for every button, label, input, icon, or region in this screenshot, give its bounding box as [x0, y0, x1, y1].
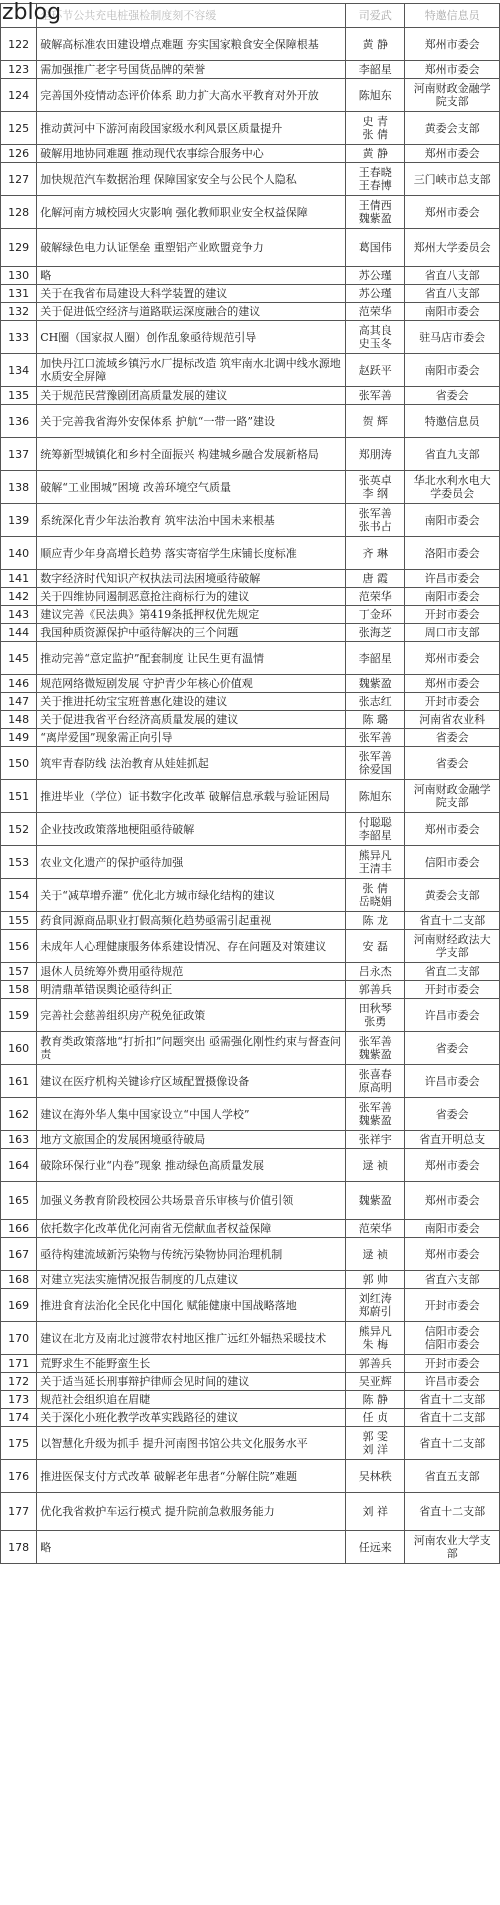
row-unit-cell: 南阳市委会 [405, 504, 500, 537]
row-number-cell: 170 [1, 1322, 37, 1355]
row-person-cell: 任 贞 [346, 1409, 405, 1427]
row-unit-cell: 周口市支部 [405, 624, 500, 642]
row-title-cell: “离岸爱国”现象需正向引导 [37, 729, 346, 747]
row-unit-cell: 省直十二支部 [405, 1493, 500, 1531]
row-unit-cell: 郑州市委会 [405, 1149, 500, 1182]
row-number-cell: 144 [1, 624, 37, 642]
row-title-cell: 略 [37, 1531, 346, 1564]
row-person-cell: 李韶星 [346, 61, 405, 79]
row-title-cell: CH圈（国家叔人圈）创作乱象亟待规范引导 [37, 321, 346, 354]
row-title-cell: 统筹新型城镇化和乡村全面振兴 构建城乡融合发展新格局 [37, 438, 346, 471]
row-unit-cell: 河南省农业科 [405, 711, 500, 729]
row-number-cell: 140 [1, 537, 37, 570]
row-number-cell: 150 [1, 747, 37, 780]
row-title-cell: 规范网络微短剧发展 守护青少年核心价值观 [37, 675, 346, 693]
row-unit-cell: 黄委会支部 [405, 112, 500, 145]
row-unit-cell: 华北水利水电大学委员会 [405, 471, 500, 504]
row-title-cell: 破解高标准农田建设增点难题 夯实国家粮食安全保障根基 [37, 28, 346, 61]
row-person-cell: 范荣华 [346, 588, 405, 606]
row-number-cell: 125 [1, 112, 37, 145]
table-row [1, 196, 500, 229]
row-person-cell: 陈 静 [346, 1391, 405, 1409]
row-number-cell: 142 [1, 588, 37, 606]
row-title-cell: 对建立宪法实施情况报告制度的几点建议 [37, 1271, 346, 1289]
table-row [1, 693, 500, 711]
row-title-cell: 未成年人心理健康服务体系建设情况、存在问题及对策建议 [37, 930, 346, 963]
table-row [1, 846, 500, 879]
table-row [1, 79, 500, 112]
row-person-cell: 张军善 [346, 729, 405, 747]
table-row [1, 1065, 500, 1098]
table-row [1, 112, 500, 145]
row-unit-cell: 省直十二支部 [405, 1409, 500, 1427]
row-title-cell: 完善国外疫情动态评价体系 助力扩大高水平教育对外开放 [37, 79, 346, 112]
row-unit-cell: 开封市委会 [405, 606, 500, 624]
table-row [1, 1289, 500, 1322]
row-unit-cell: 省直十二支部 [405, 912, 500, 930]
table-row [1, 642, 500, 675]
row-unit-cell: 许昌市委会 [405, 999, 500, 1032]
row-unit-cell: 黄委会支部 [405, 879, 500, 912]
row-title-cell: 明清鼎革错误舆论亟待纠正 [37, 981, 346, 999]
row-person-cell: 黄 静 [346, 145, 405, 163]
table-row [1, 1460, 500, 1493]
table-row [1, 1373, 500, 1391]
table-row [1, 267, 500, 285]
row-title-cell: 关于在我省布局建设大科学装置的建议 [37, 285, 346, 303]
row-number-cell: 156 [1, 930, 37, 963]
table-row [1, 570, 500, 588]
table-row [1, 930, 500, 963]
row-number-cell: 158 [1, 981, 37, 999]
table-row [1, 1149, 500, 1182]
row-number-cell: 157 [1, 963, 37, 981]
table-row [1, 163, 500, 196]
row-unit-cell: 许昌市委会 [405, 1373, 500, 1391]
row-title-cell: 建议在医疗机构关键诊疗区域配置摄像设备 [37, 1065, 346, 1098]
row-unit-cell: 南阳市委会 [405, 588, 500, 606]
row-number-cell: 175 [1, 1427, 37, 1460]
row-unit-cell: 开封市委会 [405, 1355, 500, 1373]
row-unit-cell: 省直十二支部 [405, 1391, 500, 1409]
row-number-cell: 139 [1, 504, 37, 537]
table-row [1, 981, 500, 999]
row-title-cell: 推动完善“意定监护”配套制度 让民生更有温情 [37, 642, 346, 675]
row-person-cell: 张志红 [346, 693, 405, 711]
row-person-cell: 史 青 张 倩 [346, 112, 405, 145]
row-title-cell: 破解用地协同难题 推动现代农事综合服务中心 [37, 145, 346, 163]
row-person-cell: 刘 祥 [346, 1493, 405, 1531]
row-title-cell: 加快规范汽车数据治理 保障国家安全与公民个人隐私 [37, 163, 346, 196]
row-number-cell: 172 [1, 1373, 37, 1391]
row-unit-cell: 南阳市委会 [405, 303, 500, 321]
row-title-cell: 破除环保行业“内卷”现象 推动绿色高质量发展 [37, 1149, 346, 1182]
row-number-cell: 152 [1, 813, 37, 846]
row-number-cell: 164 [1, 1149, 37, 1182]
row-number-cell: 165 [1, 1182, 37, 1220]
row-person-cell: 赵跃平 [346, 354, 405, 387]
row-number-cell: 153 [1, 846, 37, 879]
row-title-cell: 关于推进托幼宝宝班普惠化建设的建议 [37, 693, 346, 711]
row-number-cell: 136 [1, 405, 37, 438]
row-title-cell: 关于规范民营豫剧团高质量发展的建议 [37, 387, 346, 405]
row-person-cell: 高其良 史玉冬 [346, 321, 405, 354]
row-number-cell: 131 [1, 285, 37, 303]
row-unit-cell: 郑州大学委员会 [405, 229, 500, 267]
row-person-cell: 张英卓 李 纲 [346, 471, 405, 504]
table-row [1, 303, 500, 321]
table-row [1, 999, 500, 1032]
row-number-cell: 160 [1, 1032, 37, 1065]
table-row [1, 28, 500, 61]
table-row [1, 963, 500, 981]
row-person-cell: 熊异凡 朱 梅 [346, 1322, 405, 1355]
row-number-cell: 169 [1, 1289, 37, 1322]
table-row [1, 675, 500, 693]
row-person-cell: 唐 霞 [346, 570, 405, 588]
row-number-cell: 168 [1, 1271, 37, 1289]
row-unit-cell: 郑州市委会 [405, 145, 500, 163]
row-title-cell: 推进食育法治化全民化中国化 赋能健康中国战略落地 [37, 1289, 346, 1322]
row-unit-cell: 省委会 [405, 729, 500, 747]
row-number-cell: 167 [1, 1238, 37, 1271]
row-number-cell: 178 [1, 1531, 37, 1564]
table-row [1, 1355, 500, 1373]
row-number-cell: 174 [1, 1409, 37, 1427]
table-row [1, 471, 500, 504]
row-title-cell: 化解河南方城校园火灾影响 强化教师职业安全权益保障 [37, 196, 346, 229]
table-row [1, 61, 500, 79]
row-number-cell: 162 [1, 1098, 37, 1131]
row-person-cell: 逯 祯 [346, 1149, 405, 1182]
row-unit-cell: 河南财政金融学院支部 [405, 780, 500, 813]
row-number-cell: 173 [1, 1391, 37, 1409]
row-unit-cell: 三门峡市总支部 [405, 163, 500, 196]
table-row [1, 405, 500, 438]
row-number-cell: 166 [1, 1220, 37, 1238]
row-unit-cell: 省委会 [405, 1098, 500, 1131]
row-number-cell: 141 [1, 570, 37, 588]
table-row [1, 711, 500, 729]
row-person-cell: 郭 帅 [346, 1271, 405, 1289]
row-person-cell: 王春晓 王春博 [346, 163, 405, 196]
table-row [1, 624, 500, 642]
row-number-cell: 128 [1, 196, 37, 229]
row-title-cell: 荒野求生不能野蛮生长 [37, 1355, 346, 1373]
row-person-cell: 张军善 [346, 387, 405, 405]
row-number-cell: 130 [1, 267, 37, 285]
row-number-cell: 147 [1, 693, 37, 711]
row-title-cell: 建议完善《民法典》第419条抵押权优先规定 [37, 606, 346, 624]
row-number-cell: 134 [1, 354, 37, 387]
row-title-cell: 建议在海外华人集中国家设立“中国人学校” [37, 1098, 346, 1131]
row-person-cell: 葛国伟 [346, 229, 405, 267]
table-row [1, 1238, 500, 1271]
row-person-cell: 陈 龙 [346, 912, 405, 930]
row-title-cell: 破解“工业围城”困境 改善环境空气质量 [37, 471, 346, 504]
table-row [1, 1493, 500, 1531]
row-number-cell: 149 [1, 729, 37, 747]
row-unit-cell: 郑州市委会 [405, 1182, 500, 1220]
row-title-cell: 以智慧化升级为抓手 提升河南图书馆公共文化服务水平 [37, 1427, 346, 1460]
row-title-cell: 关于“减草增乔灌” 优化北方城市绿化结构的建议 [37, 879, 346, 912]
row-unit-cell: 信阳市委会 [405, 846, 500, 879]
watermark-logo: zblog [2, 0, 62, 25]
row-title-cell: 亟待构建流域新污染物与传统污染物协同治理机制 [37, 1238, 346, 1271]
table-row [1, 606, 500, 624]
row-person-cell: 田秋琴 张勇 [346, 999, 405, 1032]
row-unit-cell: 省直八支部 [405, 285, 500, 303]
row-number-cell: 161 [1, 1065, 37, 1098]
row-number-cell: 133 [1, 321, 37, 354]
table-row [1, 747, 500, 780]
row-title-cell: 顺应青少年身高增长趋势 落实寄宿学生床铺长度标准 [37, 537, 346, 570]
row-title-cell: 依托数字化改革优化河南省无偿献血者权益保障 [37, 1220, 346, 1238]
row-person-cell: 范荣华 [346, 1220, 405, 1238]
table-row [1, 1531, 500, 1564]
row-unit-cell: 河南财经政法大学支部 [405, 930, 500, 963]
row-unit-cell: 开封市委会 [405, 1289, 500, 1322]
row-unit-cell: 特邀信息员 [405, 405, 500, 438]
row-title-cell: 推进毕业（学位）证书数字化改革 破解信息承载与验证困局 [37, 780, 346, 813]
row-person-cell: 郑朋涛 [346, 438, 405, 471]
table-header-row [1, 4, 500, 28]
row-unit-cell: 郑州市委会 [405, 813, 500, 846]
row-unit-cell: 郑州市委会 [405, 675, 500, 693]
row-person-cell: 张海芝 [346, 624, 405, 642]
row-unit-cell: 郑州市委会 [405, 1238, 500, 1271]
row-person-cell: 范荣华 [346, 303, 405, 321]
row-title-cell: 推动黄河中下游河南段国家级水利风景区质量提升 [37, 112, 346, 145]
row-number-cell: 137 [1, 438, 37, 471]
row-unit-cell: 许昌市委会 [405, 570, 500, 588]
row-title-cell: 优化我省救护车运行模式 提升院前急救服务能力 [37, 1493, 346, 1531]
row-person-cell: 安 磊 [346, 930, 405, 963]
proposals-table [0, 3, 500, 1564]
table-row [1, 1322, 500, 1355]
row-title-cell: 关于深化小班化教学改革实践路径的建议 [37, 1409, 346, 1427]
table-row [1, 285, 500, 303]
row-person-cell: 张祥宇 [346, 1131, 405, 1149]
table-row [1, 354, 500, 387]
row-title-cell: 关于完善我省海外安保体系 护航“一带一路”建设 [37, 405, 346, 438]
row-title-cell: 建议在北方及南北过渡带农村地区推广远红外辐热采暖技术 [37, 1322, 346, 1355]
row-unit-cell: 省直五支部 [405, 1460, 500, 1493]
row-unit-cell: 省直九支部 [405, 438, 500, 471]
row-number-cell: 154 [1, 879, 37, 912]
row-person-cell: 付聪聪 李韶星 [346, 813, 405, 846]
row-unit-cell: 省直八支部 [405, 267, 500, 285]
row-title-cell: 破解绿色电力认证堡垒 重塑铝产业欧盟竞争力 [37, 229, 346, 267]
row-title-cell: 推进医保支付方式改革 破解老年患者“分解住院”难题 [37, 1460, 346, 1493]
row-person-cell: 黄 静 [346, 28, 405, 61]
row-number-cell: 145 [1, 642, 37, 675]
table-row [1, 1271, 500, 1289]
row-title-cell: 关于促进我省平台经济高质量发展的建议 [37, 711, 346, 729]
row-unit-cell: 省委会 [405, 1032, 500, 1065]
row-person-cell: 丁金环 [346, 606, 405, 624]
row-number-cell: 143 [1, 606, 37, 624]
header-unit-cell: 特邀信息员 [405, 4, 500, 28]
row-number-cell: 171 [1, 1355, 37, 1373]
row-unit-cell: 河南农业大学支部 [405, 1531, 500, 1564]
row-unit-cell: 开封市委会 [405, 981, 500, 999]
row-person-cell: 熊异凡 王清丰 [346, 846, 405, 879]
row-number-cell: 124 [1, 79, 37, 112]
row-unit-cell: 省直六支部 [405, 1271, 500, 1289]
row-person-cell: 魏紫盈 [346, 1182, 405, 1220]
row-title-cell: 系统深化青少年法治教育 筑牢法治中国未来根基 [37, 504, 346, 537]
row-unit-cell: 省直开明总支 [405, 1131, 500, 1149]
row-unit-cell: 许昌市委会 [405, 1065, 500, 1098]
row-person-cell: 张军善 张书占 [346, 504, 405, 537]
table-row [1, 780, 500, 813]
table-row [1, 1427, 500, 1460]
row-number-cell: 126 [1, 145, 37, 163]
row-title-cell: 退休人员统筹外费用亟待规范 [37, 963, 346, 981]
row-person-cell: 逯 祯 [346, 1238, 405, 1271]
table-row [1, 321, 500, 354]
row-number-cell: 151 [1, 780, 37, 813]
row-unit-cell: 驻马店市委会 [405, 321, 500, 354]
table-row [1, 387, 500, 405]
row-title-cell: 教育类政策落地“打折扣”问题突出 亟需强化刚性约束与督查问责 [37, 1032, 346, 1065]
row-title-cell: 需加强推广老字号国货品牌的荣誉 [37, 61, 346, 79]
row-unit-cell: 省委会 [405, 747, 500, 780]
row-person-cell: 吕永杰 [346, 963, 405, 981]
row-title-cell: 规范社会组织追在眉睫 [37, 1391, 346, 1409]
row-person-cell: 张军善 徐爱国 [346, 747, 405, 780]
table-row [1, 504, 500, 537]
table-row [1, 1220, 500, 1238]
row-number-cell: 163 [1, 1131, 37, 1149]
row-person-cell: 魏紫盈 [346, 675, 405, 693]
row-person-cell: 张喜春 原高明 [346, 1065, 405, 1098]
row-title-cell: 关于促进低空经济与道路联运深度融合的建议 [37, 303, 346, 321]
row-title-cell: 农业文化遗产的保护亟待加强 [37, 846, 346, 879]
row-title-cell: 药食同源商品职业打假高频化趋势亟需引起重视 [37, 912, 346, 930]
table-row [1, 912, 500, 930]
row-person-cell: 郭善兵 [346, 1355, 405, 1373]
row-number-cell: 148 [1, 711, 37, 729]
row-unit-cell: 南阳市委会 [405, 1220, 500, 1238]
row-person-cell: 陈旭东 [346, 79, 405, 112]
row-person-cell: 刘红涛 郑蔚引 [346, 1289, 405, 1322]
row-number-cell: 132 [1, 303, 37, 321]
table-row [1, 229, 500, 267]
row-person-cell: 吴林秩 [346, 1460, 405, 1493]
row-person-cell: 陈 璐 [346, 711, 405, 729]
row-unit-cell: 省直十二支部 [405, 1427, 500, 1460]
table-row [1, 588, 500, 606]
row-person-cell: 吴亚辉 [346, 1373, 405, 1391]
row-unit-cell: 郑州市委会 [405, 28, 500, 61]
row-unit-cell: 河南财政金融学院支部 [405, 79, 500, 112]
row-unit-cell: 开封市委会 [405, 693, 500, 711]
row-title-cell: 我国种质资源保护中亟待解决的三个问题 [37, 624, 346, 642]
row-person-cell: 张 倩 岳晓娟 [346, 879, 405, 912]
row-number-cell: 155 [1, 912, 37, 930]
row-person-cell: 齐 琳 [346, 537, 405, 570]
table-row [1, 1131, 500, 1149]
table-row [1, 1098, 500, 1131]
row-number-cell: 176 [1, 1460, 37, 1493]
table-row [1, 729, 500, 747]
row-number-cell: 146 [1, 675, 37, 693]
row-person-cell: 李韶星 [346, 642, 405, 675]
row-number-cell: 127 [1, 163, 37, 196]
row-title-cell: 筑牢青春防线 法治教育从娃娃抓起 [37, 747, 346, 780]
row-person-cell: 苏公瑾 [346, 285, 405, 303]
row-title-cell: 关于四维协同遏制恶意抢注商标行为的建议 [37, 588, 346, 606]
header-title-cell: 全环节公共充电桩强检制度刻不容缓 [37, 4, 346, 28]
row-number-cell: 159 [1, 999, 37, 1032]
row-person-cell: 王倩西 魏紫盈 [346, 196, 405, 229]
header-person-cell: 司爱武 [346, 4, 405, 28]
row-title-cell: 关于适当延长刑事辩护律师会见时间的建议 [37, 1373, 346, 1391]
table-row [1, 813, 500, 846]
row-number-cell: 177 [1, 1493, 37, 1531]
row-person-cell: 郭善兵 [346, 981, 405, 999]
row-number-cell: 122 [1, 28, 37, 61]
row-title-cell: 加快丹江口流域乡镇污水厂提标改造 筑牢南水北调中线水源地水质安全屏障 [37, 354, 346, 387]
row-person-cell: 郭 雯 刘 洋 [346, 1427, 405, 1460]
row-person-cell: 苏公瑾 [346, 267, 405, 285]
row-unit-cell: 省直二支部 [405, 963, 500, 981]
row-person-cell: 任远来 [346, 1531, 405, 1564]
row-person-cell: 贺 辉 [346, 405, 405, 438]
row-title-cell: 企业技改政策落地梗阻亟待破解 [37, 813, 346, 846]
row-title-cell: 数字经济时代知识产权执法司法困境亟待破解 [37, 570, 346, 588]
row-unit-cell: 洛阳市委会 [405, 537, 500, 570]
row-title-cell: 略 [37, 267, 346, 285]
row-number-cell: 138 [1, 471, 37, 504]
row-title-cell: 地方文旅国企的发展困境亟待破局 [37, 1131, 346, 1149]
row-person-cell: 张军善 魏紫盈 [346, 1032, 405, 1065]
row-title-cell: 完善社会慈善组织房产税免征政策 [37, 999, 346, 1032]
table-row [1, 1182, 500, 1220]
table-row [1, 537, 500, 570]
row-unit-cell: 郑州市委会 [405, 642, 500, 675]
table-row [1, 1032, 500, 1065]
row-title-cell: 加强义务教育阶段校园公共场景音乐审核与价值引领 [37, 1182, 346, 1220]
row-unit-cell: 信阳市委会 信阳市委会 [405, 1322, 500, 1355]
row-person-cell: 张军善 魏紫盈 [346, 1098, 405, 1131]
row-unit-cell: 省委会 [405, 387, 500, 405]
row-person-cell: 陈旭东 [346, 780, 405, 813]
table-row [1, 438, 500, 471]
table-row [1, 879, 500, 912]
row-unit-cell: 南阳市委会 [405, 354, 500, 387]
table-row [1, 1391, 500, 1409]
table-row [1, 1409, 500, 1427]
row-number-cell: 123 [1, 61, 37, 79]
row-unit-cell: 郑州市委会 [405, 61, 500, 79]
row-unit-cell: 郑州市委会 [405, 196, 500, 229]
row-number-cell: 135 [1, 387, 37, 405]
table-row [1, 145, 500, 163]
row-number-cell: 129 [1, 229, 37, 267]
